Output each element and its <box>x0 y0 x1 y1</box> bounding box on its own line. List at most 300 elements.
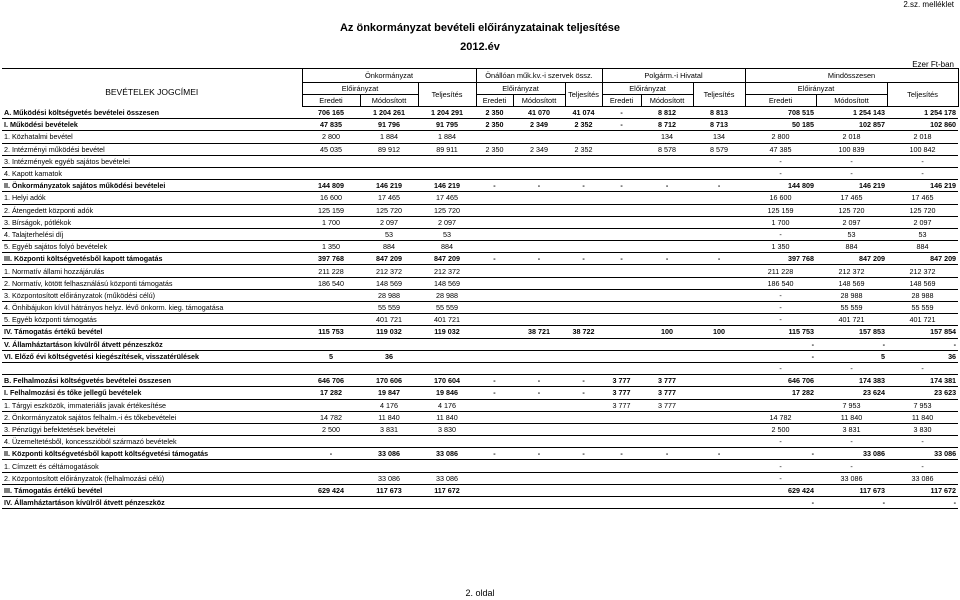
table-row <box>2 180 958 192</box>
row-label: IV. Támogatás értékű bevétel <box>2 326 302 338</box>
table-cell <box>602 362 641 374</box>
table-cell: 38 722 <box>565 326 602 338</box>
table-cell <box>302 497 360 509</box>
eredeti-header: Eredeti <box>476 95 513 107</box>
table-cell: - <box>745 460 816 472</box>
table-cell <box>602 314 641 326</box>
modositott-header: Módosított <box>816 95 887 107</box>
table-cell <box>602 131 641 143</box>
table-cell: 28 988 <box>360 289 418 301</box>
table-cell <box>602 204 641 216</box>
table-cell <box>476 460 513 472</box>
row-label: 1. Tárgyi eszközök, immateriális javak értékesítése <box>2 399 302 411</box>
table-cell <box>565 302 602 314</box>
table-cell <box>602 302 641 314</box>
table-cell: - <box>565 448 602 460</box>
table-cell: 174 381 <box>887 375 958 387</box>
table-cell <box>602 143 641 155</box>
table-cell <box>565 362 602 374</box>
table-cell: 2 349 <box>513 119 565 131</box>
table-cell <box>693 484 745 496</box>
page-title: Az önkormányzat bevételi előirányzatainak teljesítése <box>339 22 620 34</box>
table-cell <box>476 289 513 301</box>
table-cell: 1 204 261 <box>360 107 418 119</box>
table-cell: 17 465 <box>887 192 958 204</box>
table-cell: 33 086 <box>887 448 958 460</box>
modositott-header: Módosított <box>513 95 565 107</box>
table-cell <box>693 204 745 216</box>
table-cell: 33 086 <box>816 448 887 460</box>
table-cell <box>565 436 602 448</box>
table-cell: 1 884 <box>360 131 418 143</box>
table-cell <box>641 228 693 240</box>
table-cell <box>302 362 360 374</box>
group-total: Mindösszesen <box>745 69 958 83</box>
table-cell: 1 700 <box>745 216 816 228</box>
table-cell: 89 911 <box>418 143 476 155</box>
table-cell: 2 097 <box>816 216 887 228</box>
table-row <box>2 119 958 131</box>
table-cell <box>476 472 513 484</box>
table-cell <box>641 497 693 509</box>
table-cell <box>513 460 565 472</box>
table-cell <box>693 314 745 326</box>
table-cell: 148 569 <box>816 277 887 289</box>
table-cell: 2 800 <box>302 131 360 143</box>
table-cell: 3 777 <box>641 387 693 399</box>
row-label: 4. Üzemeltetésből, koncesszióból származó bevételek <box>2 436 302 448</box>
table-cell: 146 219 <box>360 180 418 192</box>
table-cell <box>641 362 693 374</box>
table-cell <box>302 314 360 326</box>
table-cell <box>476 411 513 423</box>
table-cell: 23 623 <box>887 387 958 399</box>
table-cell: 2 500 <box>302 423 360 435</box>
table-cell <box>693 399 745 411</box>
table-cell <box>302 302 360 314</box>
table-cell <box>693 155 745 167</box>
teljesites-header: Teljesítés <box>887 83 958 107</box>
table-cell: 125 720 <box>418 204 476 216</box>
table-cell <box>565 289 602 301</box>
table-cell <box>565 167 602 179</box>
table-cell <box>302 399 360 411</box>
eloiranyzat-header: Előirányzat <box>745 83 887 95</box>
table-row <box>2 472 958 484</box>
table-cell: 847 209 <box>360 253 418 265</box>
table-cell: 125 720 <box>887 204 958 216</box>
table-cell: - <box>476 448 513 460</box>
table-cell: 706 165 <box>302 107 360 119</box>
table-cell: 186 540 <box>745 277 816 289</box>
table-cell: 41 074 <box>565 107 602 119</box>
table-cell: 212 372 <box>816 265 887 277</box>
table-cell <box>513 216 565 228</box>
table-row <box>2 253 958 265</box>
teljesites-header: Teljesítés <box>565 83 602 107</box>
row-label: 1. Címzett és céltámogatások <box>2 460 302 472</box>
row-label: A. Működési költségvetés bevételei összesen <box>2 107 302 119</box>
table-cell: 125 159 <box>745 204 816 216</box>
table-cell <box>513 241 565 253</box>
table-cell: 401 721 <box>360 314 418 326</box>
table-cell: 847 209 <box>887 253 958 265</box>
table-cell: - <box>816 167 887 179</box>
table-row <box>2 216 958 228</box>
table-cell <box>513 192 565 204</box>
table-cell <box>565 484 602 496</box>
table-cell: - <box>641 253 693 265</box>
table-cell <box>476 302 513 314</box>
table-cell: - <box>887 362 958 374</box>
table-cell <box>476 362 513 374</box>
table-cell: - <box>693 180 745 192</box>
table-row <box>2 167 958 179</box>
table-cell <box>360 155 418 167</box>
table-cell: 11 840 <box>360 411 418 423</box>
table-cell: 847 209 <box>418 253 476 265</box>
table-cell: 115 753 <box>302 326 360 338</box>
table-cell: 102 860 <box>887 119 958 131</box>
eloiranyzat-header: Előirányzat <box>476 83 565 95</box>
table-cell <box>641 167 693 179</box>
table-cell: - <box>887 155 958 167</box>
table-cell: 146 219 <box>816 180 887 192</box>
page-number: 2. oldal <box>465 588 495 598</box>
table-cell <box>693 497 745 509</box>
table-cell <box>565 350 602 362</box>
table-cell: 157 853 <box>816 326 887 338</box>
table-cell: 23 624 <box>816 387 887 399</box>
table-cell: - <box>745 472 816 484</box>
table-cell: 646 706 <box>745 375 816 387</box>
table-cell: 146 219 <box>418 180 476 192</box>
table-cell: 119 032 <box>360 326 418 338</box>
table-cell <box>565 460 602 472</box>
modositott-header: Módosított <box>360 95 418 107</box>
table-cell <box>641 277 693 289</box>
table-row <box>2 155 958 167</box>
table-cell <box>693 167 745 179</box>
table-cell <box>602 472 641 484</box>
table-cell: 3 777 <box>641 375 693 387</box>
table-cell: 17 465 <box>816 192 887 204</box>
table-cell: 3 777 <box>602 387 641 399</box>
table-cell <box>693 411 745 423</box>
eloiranyzat-header: Előirányzat <box>602 83 693 95</box>
row-label: 1. Normatív állami hozzájárulás <box>2 265 302 277</box>
table-cell: 17 465 <box>418 192 476 204</box>
row-label: IV. Államháztartáson kívülről átvett pénzeszköz <box>2 497 302 509</box>
table-cell <box>602 350 641 362</box>
table-cell <box>602 228 641 240</box>
row-label: I. Működési bevételek <box>2 119 302 131</box>
table-cell <box>565 241 602 253</box>
table-cell: 14 782 <box>302 411 360 423</box>
table-cell: 16 600 <box>302 192 360 204</box>
table-cell: 119 032 <box>418 326 476 338</box>
table-cell: 102 857 <box>816 119 887 131</box>
table-cell: 117 673 <box>816 484 887 496</box>
table-cell <box>476 436 513 448</box>
table-cell: 1 884 <box>418 131 476 143</box>
table-row <box>2 192 958 204</box>
table-cell: 212 372 <box>418 265 476 277</box>
table-cell: 211 228 <box>745 265 816 277</box>
table-cell <box>476 241 513 253</box>
table-cell: 4 176 <box>418 399 476 411</box>
table-cell <box>360 167 418 179</box>
table-cell: - <box>745 155 816 167</box>
table-row <box>2 411 958 423</box>
table-cell: - <box>602 180 641 192</box>
table-row <box>2 143 958 155</box>
table-row <box>2 131 958 143</box>
teljesites-header: Teljesítés <box>418 83 476 107</box>
table-cell <box>693 241 745 253</box>
group-header-row <box>2 69 958 83</box>
table-cell <box>513 167 565 179</box>
table-cell: 100 <box>641 326 693 338</box>
table-cell: 33 086 <box>360 448 418 460</box>
table-cell <box>565 216 602 228</box>
table-cell: 1 254 178 <box>887 107 958 119</box>
table-row <box>2 241 958 253</box>
row-label: 3. Bírságok, pótlékok <box>2 216 302 228</box>
row-header: BEVÉTELEK JOGCÍMEI <box>2 69 302 107</box>
table-cell: 2 352 <box>565 119 602 131</box>
table-cell <box>565 338 602 350</box>
table-cell <box>418 362 476 374</box>
table-cell <box>602 436 641 448</box>
table-row <box>2 302 958 314</box>
table-cell: - <box>745 448 816 460</box>
table-cell: 7 953 <box>887 399 958 411</box>
row-label: B. Felhalmozási költségvetés bevételei összesen <box>2 375 302 387</box>
table-cell: 2 350 <box>476 143 513 155</box>
table-cell <box>602 497 641 509</box>
table-cell <box>513 338 565 350</box>
table-cell <box>641 411 693 423</box>
table-cell: 211 228 <box>302 265 360 277</box>
eredeti-header: Eredeti <box>745 95 816 107</box>
modositott-header: Módosított <box>641 95 693 107</box>
table-cell: 646 706 <box>302 375 360 387</box>
table-cell <box>641 265 693 277</box>
row-label: 4. Kapott kamatok <box>2 167 302 179</box>
table-cell: 41 070 <box>513 107 565 119</box>
table-cell <box>602 326 641 338</box>
table-cell <box>565 155 602 167</box>
table-cell: 4 176 <box>360 399 418 411</box>
table-cell: 17 465 <box>360 192 418 204</box>
table-cell <box>476 326 513 338</box>
table-cell: - <box>816 497 887 509</box>
eredeti-header: Eredeti <box>302 95 360 107</box>
table-cell <box>602 216 641 228</box>
table-row <box>2 314 958 326</box>
table-cell: 125 720 <box>816 204 887 216</box>
row-label: VI. Előző évi költségvetési kiegészítések, visszatérülések <box>2 350 302 362</box>
table-cell <box>418 338 476 350</box>
table-cell <box>693 460 745 472</box>
table-cell <box>602 155 641 167</box>
table-cell <box>641 350 693 362</box>
row-label: 5. Egyéb sajátos folyó bevételek <box>2 241 302 253</box>
row-label: 2. Normatív, kötött felhasználású központi támogatás <box>2 277 302 289</box>
row-label: 1. Közhatalmi bevétel <box>2 131 302 143</box>
table-cell: 33 086 <box>360 472 418 484</box>
table-cell: 91 796 <box>360 119 418 131</box>
table-cell <box>693 423 745 435</box>
table-cell: - <box>476 180 513 192</box>
table-cell: - <box>641 180 693 192</box>
table-cell: 38 721 <box>513 326 565 338</box>
table-cell: 397 768 <box>302 253 360 265</box>
table-cell: 3 830 <box>887 423 958 435</box>
table-cell: 146 219 <box>887 180 958 192</box>
table-row <box>2 338 958 350</box>
row-label: I. Felhalmozási és tőke jellegű bevételek <box>2 387 302 399</box>
table-cell: - <box>602 119 641 131</box>
row-label: II. Önkormányzatok sajátos működési bevételei <box>2 180 302 192</box>
table-cell: 397 768 <box>745 253 816 265</box>
page-year: 2012.év <box>460 41 500 53</box>
table-cell <box>513 436 565 448</box>
table-cell: - <box>745 302 816 314</box>
table-cell: 884 <box>360 241 418 253</box>
table-cell <box>513 497 565 509</box>
table-cell: - <box>887 436 958 448</box>
table-row <box>2 484 958 496</box>
table-row <box>2 228 958 240</box>
row-label: 2. Átengedett központi adók <box>2 204 302 216</box>
table-cell <box>602 277 641 289</box>
table-cell: - <box>565 253 602 265</box>
table-cell <box>302 289 360 301</box>
table-cell: 212 372 <box>887 265 958 277</box>
table-cell <box>302 228 360 240</box>
table-cell <box>418 436 476 448</box>
row-label: II. Központi költségvetésből kapott költségvetési támogatás <box>2 448 302 460</box>
table-cell: 2 350 <box>476 119 513 131</box>
table-row <box>2 289 958 301</box>
table-cell: 53 <box>816 228 887 240</box>
table-cell: 33 086 <box>816 472 887 484</box>
table-cell <box>641 204 693 216</box>
table-cell: - <box>745 167 816 179</box>
row-label <box>2 362 302 374</box>
table-cell <box>641 423 693 435</box>
table-cell: 115 753 <box>745 326 816 338</box>
table-row <box>2 423 958 435</box>
table-cell: - <box>513 180 565 192</box>
table-cell: 170 606 <box>360 375 418 387</box>
table-cell: 884 <box>816 241 887 253</box>
table-cell <box>693 216 745 228</box>
table-cell <box>513 204 565 216</box>
table-cell <box>513 472 565 484</box>
table-cell <box>565 192 602 204</box>
table-cell <box>513 302 565 314</box>
table-cell <box>693 289 745 301</box>
table-cell: - <box>887 167 958 179</box>
table-cell: 89 912 <box>360 143 418 155</box>
table-cell: 2 350 <box>476 107 513 119</box>
table-cell <box>418 350 476 362</box>
table-row <box>2 387 958 399</box>
group-onallo: Önállóan műk.kv.-i szervek össz. <box>476 69 602 83</box>
table-row <box>2 265 958 277</box>
table-cell: 2 018 <box>816 131 887 143</box>
table-cell: 8 578 <box>641 143 693 155</box>
table-cell: 148 569 <box>360 277 418 289</box>
table-cell <box>565 204 602 216</box>
row-label: 3. Pénzügyi befektetések bevételei <box>2 423 302 435</box>
table-cell: - <box>476 375 513 387</box>
table-cell <box>693 362 745 374</box>
table-cell <box>476 265 513 277</box>
table-cell: 17 282 <box>745 387 816 399</box>
table-cell <box>641 289 693 301</box>
revenue-table <box>2 68 959 509</box>
table-cell: 3 777 <box>641 399 693 411</box>
table-row <box>2 448 958 460</box>
table-cell: - <box>602 107 641 119</box>
table-cell <box>513 423 565 435</box>
table-cell: 2 097 <box>360 216 418 228</box>
table-cell <box>641 484 693 496</box>
table-cell: - <box>745 338 816 350</box>
table-cell <box>602 289 641 301</box>
table-cell: 33 086 <box>418 472 476 484</box>
eredeti-header: Eredeti <box>602 95 641 107</box>
table-cell <box>360 460 418 472</box>
table-cell: 55 559 <box>816 302 887 314</box>
table-cell <box>641 241 693 253</box>
table-cell: 11 840 <box>887 411 958 423</box>
table-cell <box>513 314 565 326</box>
table-cell <box>565 497 602 509</box>
table-cell: 401 721 <box>887 314 958 326</box>
table-row <box>2 362 958 374</box>
table-cell <box>302 472 360 484</box>
table-cell: 11 840 <box>418 411 476 423</box>
table-cell <box>513 484 565 496</box>
table-cell: - <box>602 253 641 265</box>
table-cell <box>565 399 602 411</box>
table-cell <box>360 338 418 350</box>
table-cell: 53 <box>887 228 958 240</box>
table-cell: - <box>887 338 958 350</box>
table-cell: - <box>816 460 887 472</box>
table-cell: 28 988 <box>887 289 958 301</box>
table-cell <box>602 338 641 350</box>
table-cell: 3 831 <box>816 423 887 435</box>
table-cell <box>745 399 816 411</box>
table-cell <box>565 472 602 484</box>
table-cell: - <box>565 375 602 387</box>
table-cell: 100 839 <box>816 143 887 155</box>
table-cell: 2 349 <box>513 143 565 155</box>
table-cell: - <box>745 436 816 448</box>
table-cell: - <box>513 253 565 265</box>
table-cell: 7 953 <box>816 399 887 411</box>
table-cell <box>602 265 641 277</box>
table-cell <box>476 192 513 204</box>
table-cell <box>602 423 641 435</box>
table-cell <box>476 399 513 411</box>
